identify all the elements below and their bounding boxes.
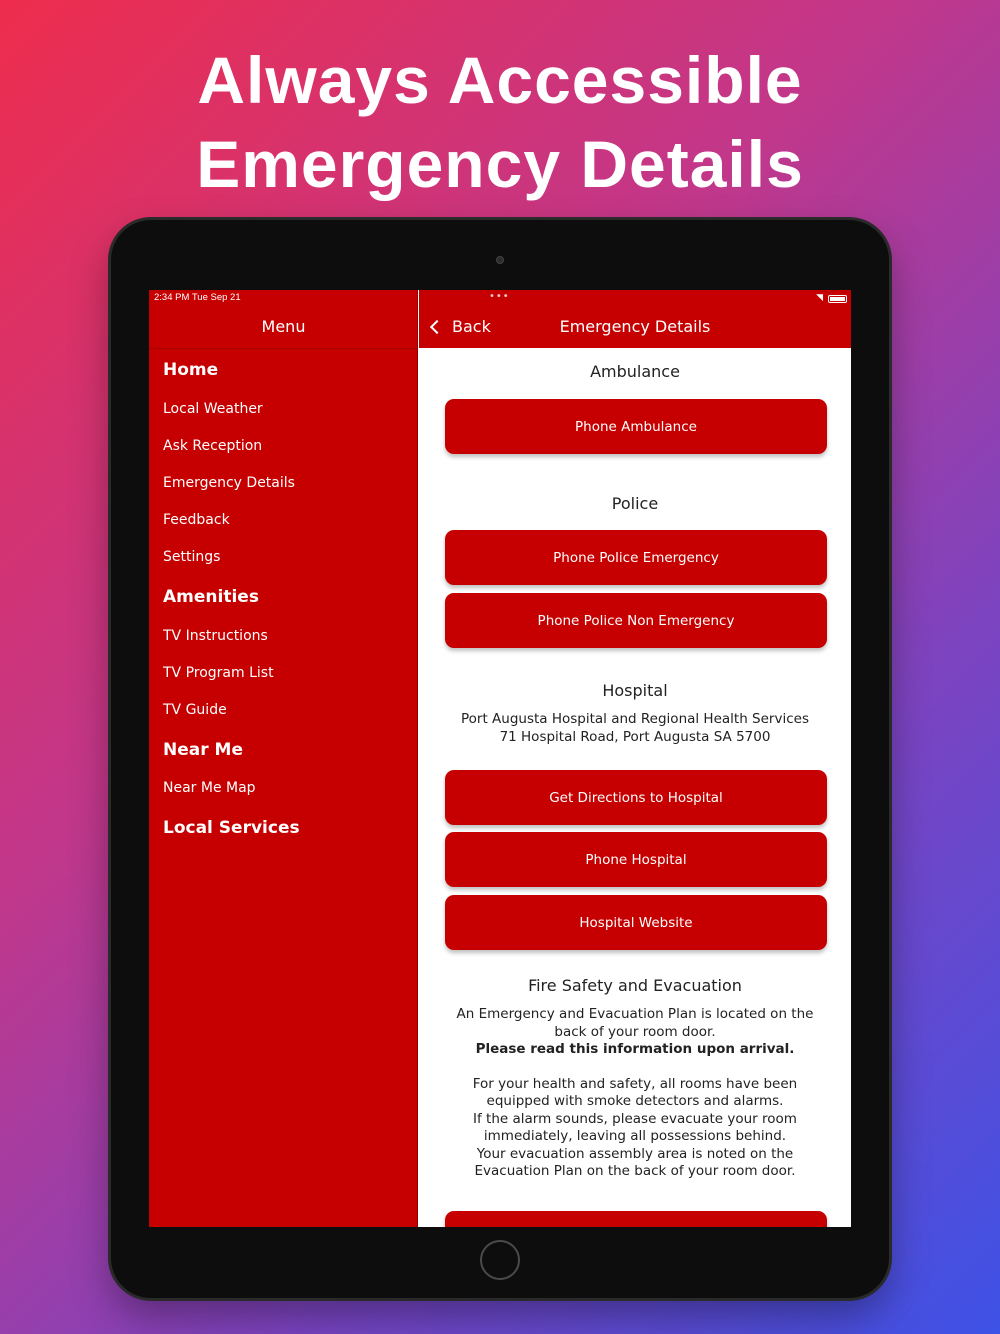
police-heading: Police bbox=[611, 494, 659, 513]
fire-text-line: An Emergency and Evacuation Plan is located on the bbox=[456, 1006, 814, 1022]
fire-text-line: For your health and safety, all rooms have been bbox=[472, 1075, 798, 1092]
sidebar-item-tv-instructions[interactable]: TV Instructions bbox=[163, 628, 268, 644]
page-title: Emergency Details bbox=[559, 317, 711, 336]
sidebar-section-home[interactable]: Home bbox=[163, 360, 219, 380]
ambulance-heading: Ambulance bbox=[590, 362, 680, 381]
fire-safety-text bbox=[429, 1006, 841, 1181]
sidebar-menu bbox=[149, 290, 418, 1227]
fire-text-line: Evacuation Plan on the back of your room door. bbox=[474, 1163, 796, 1179]
sidebar-item-local-weather[interactable]: Local Weather bbox=[163, 401, 263, 417]
partial-button[interactable] bbox=[445, 1211, 827, 1227]
fire-text-line: equipped with smoke detectors and alarms. bbox=[486, 1093, 784, 1109]
get-directions-button[interactable]: Get Directions to Hospital bbox=[445, 770, 827, 825]
fire-safety-heading: Fire Safety and Evacuation bbox=[528, 976, 742, 995]
hospital-heading: Hospital bbox=[602, 681, 668, 700]
sidebar-item-ask-reception[interactable]: Ask Reception bbox=[163, 438, 263, 454]
fire-text-line: If the alarm sounds, please evacuate your room bbox=[473, 1110, 797, 1127]
sidebar-item-settings[interactable]: Settings bbox=[163, 549, 221, 565]
navigation-bar bbox=[419, 290, 851, 348]
tablet-frame bbox=[111, 220, 889, 1298]
phone-police-emergency-button[interactable]: Phone Police Emergency bbox=[445, 530, 827, 585]
fire-text-line: back of your room door. bbox=[554, 1023, 716, 1040]
status-indicators bbox=[816, 294, 847, 303]
status-time-date: 2:34 PM Tue Sep 21 bbox=[154, 292, 241, 303]
back-label: Back bbox=[452, 317, 491, 336]
wifi-icon: ◥ bbox=[816, 293, 823, 303]
sidebar-item-tv-guide[interactable]: TV Guide bbox=[163, 702, 227, 718]
battery-icon bbox=[828, 295, 847, 303]
sidebar-title: Menu bbox=[261, 317, 306, 336]
home-button[interactable] bbox=[480, 1240, 520, 1280]
phone-hospital-button[interactable]: Phone Hospital bbox=[445, 832, 827, 887]
main-panel bbox=[419, 290, 851, 1227]
sidebar-item-emergency-details[interactable]: Emergency Details bbox=[163, 475, 295, 491]
fire-text-line: Your evacuation assembly area is noted on the bbox=[476, 1145, 794, 1162]
hospital-website-button[interactable]: Hospital Website bbox=[445, 895, 827, 950]
sidebar-section-near-me[interactable]: Near Me bbox=[163, 740, 243, 760]
camera-icon bbox=[496, 256, 504, 264]
sidebar-divider bbox=[149, 348, 418, 349]
headline-line-1: Always Accessible bbox=[197, 43, 803, 117]
fire-notice-bold: Please read this information upon arrival. bbox=[475, 1041, 795, 1057]
hospital-address bbox=[429, 711, 841, 746]
app-screen bbox=[149, 290, 851, 1227]
sidebar-section-amenities[interactable]: Amenities bbox=[163, 587, 259, 607]
phone-ambulance-button[interactable]: Phone Ambulance bbox=[445, 399, 827, 454]
headline-line-2: Emergency Details bbox=[196, 127, 804, 201]
hospital-street-address: 71 Hospital Road, Port Augusta SA 5700 bbox=[499, 728, 771, 745]
fire-text-line: immediately, leaving all possessions behind. bbox=[483, 1128, 787, 1144]
sidebar-item-feedback[interactable]: Feedback bbox=[163, 512, 230, 528]
hospital-name: Port Augusta Hospital and Regional Health Services bbox=[460, 711, 809, 727]
more-dots-icon[interactable]: ••• bbox=[489, 291, 510, 302]
promo-headline bbox=[0, 38, 1000, 206]
sidebar-item-near-me-map[interactable]: Near Me Map bbox=[163, 780, 256, 796]
sidebar-item-tv-program-list[interactable]: TV Program List bbox=[163, 665, 274, 681]
phone-police-non-emergency-button[interactable]: Phone Police Non Emergency bbox=[445, 593, 827, 648]
sidebar-section-local-services[interactable]: Local Services bbox=[163, 818, 300, 838]
